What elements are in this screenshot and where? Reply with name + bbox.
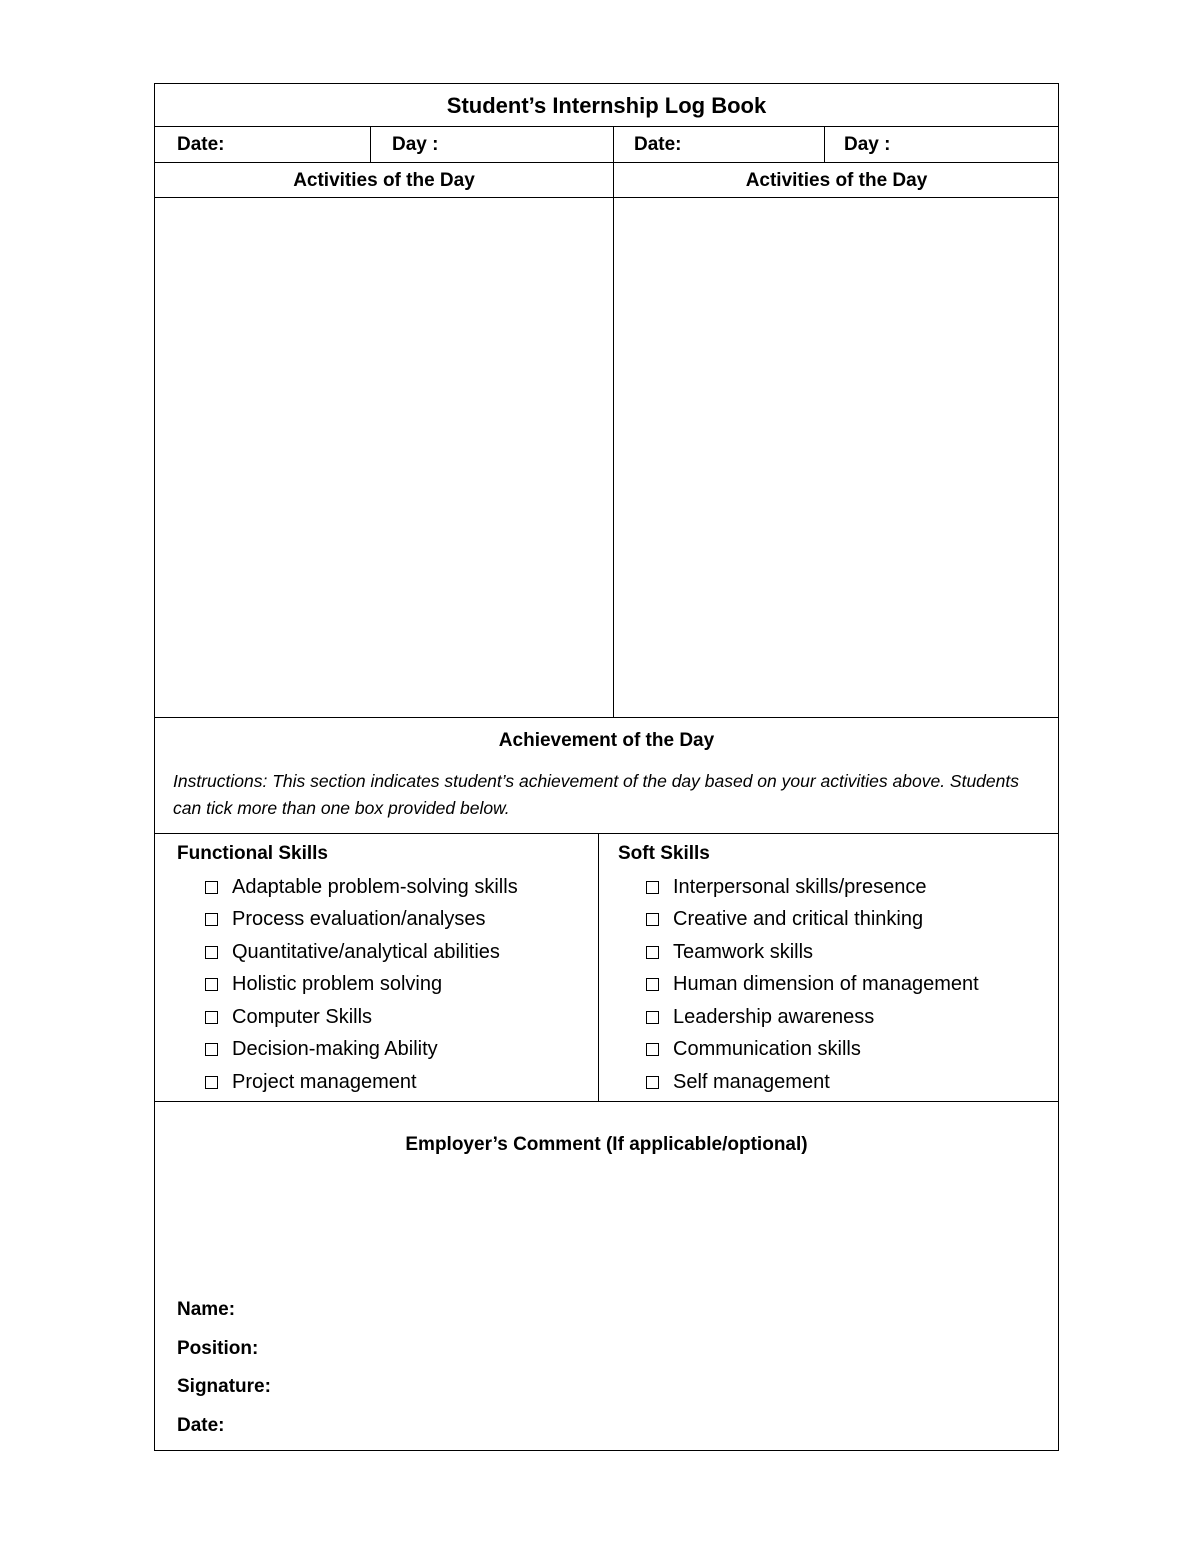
- date-right-label: Date:: [634, 134, 682, 155]
- skill-label: Teamwork skills: [673, 940, 814, 963]
- employer-section: [155, 1102, 1058, 1452]
- date-divider-3: [824, 127, 825, 162]
- soft-skills-header: Soft Skills: [618, 843, 710, 864]
- date-left-label: Date:: [177, 134, 225, 155]
- skill-item: [618, 871, 1038, 904]
- checkbox-icon[interactable]: [646, 1043, 659, 1056]
- skill-item: [618, 936, 1038, 969]
- checkbox-icon[interactable]: [646, 978, 659, 991]
- checkbox-icon[interactable]: [646, 881, 659, 894]
- achievement-instructions: Instructions: This section indicates student’s achievement of the day based on your activities above. Students can tick more than one box provided below.: [173, 771, 1019, 818]
- activities-left-area[interactable]: [155, 198, 613, 717]
- skill-item: [177, 871, 597, 904]
- activities-right-area[interactable]: [614, 198, 1059, 717]
- skill-item: [177, 1034, 597, 1067]
- soft-skills-list: [618, 871, 1038, 1099]
- activities-header-row: [155, 163, 1058, 198]
- checkbox-icon[interactable]: [205, 1043, 218, 1056]
- activities-left-header: Activities of the Day: [293, 170, 475, 191]
- skill-item: [618, 904, 1038, 937]
- functional-skills-header: Functional Skills: [177, 843, 328, 864]
- skill-label: Adaptable problem-solving skills: [232, 875, 518, 898]
- achievement-header: Achievement of the Day: [498, 730, 715, 751]
- skill-item: [177, 969, 597, 1002]
- date-row: [155, 127, 1058, 163]
- employer-date-label: Date:: [177, 1414, 225, 1436]
- employer-position-label: Position:: [177, 1337, 259, 1359]
- checkbox-icon[interactable]: [205, 978, 218, 991]
- checkbox-icon[interactable]: [205, 881, 218, 894]
- checkbox-icon[interactable]: [646, 1011, 659, 1024]
- skill-label: Decision-making Ability: [232, 1038, 438, 1061]
- skill-label: Holistic problem solving: [232, 973, 443, 996]
- checkbox-icon[interactable]: [646, 913, 659, 926]
- soft-skills-column: [618, 842, 1038, 1099]
- employer-fields: [177, 1298, 271, 1452]
- skill-label: Human dimension of management: [673, 973, 979, 996]
- checkbox-icon[interactable]: [205, 946, 218, 959]
- skill-label: Computer Skills: [232, 1005, 373, 1028]
- checkbox-icon[interactable]: [205, 1011, 218, 1024]
- functional-skills-column: [177, 842, 597, 1099]
- skill-label: Self management: [673, 1070, 830, 1093]
- checkbox-icon[interactable]: [646, 946, 659, 959]
- activities-body-row: [155, 198, 1058, 718]
- checkbox-icon[interactable]: [205, 1076, 218, 1089]
- skill-label: Creative and critical thinking: [673, 908, 924, 931]
- skill-label: Process evaluation/analyses: [232, 908, 486, 931]
- skill-item: [177, 904, 597, 937]
- skill-item: [618, 1034, 1038, 1067]
- date-divider-2: [613, 127, 614, 162]
- skill-item: [177, 1066, 597, 1099]
- checkbox-icon[interactable]: [205, 913, 218, 926]
- day-left-label: Day :: [392, 134, 439, 155]
- skill-label: Leadership awareness: [673, 1005, 875, 1028]
- achievement-section: [155, 718, 1058, 834]
- date-divider-1: [370, 127, 371, 162]
- checkbox-icon[interactable]: [646, 1076, 659, 1089]
- employer-comment-header: Employer’s Comment (If applicable/optional): [405, 1134, 808, 1155]
- employer-name-label: Name:: [177, 1299, 236, 1320]
- skill-label: Interpersonal skills/presence: [673, 875, 927, 898]
- functional-skills-list: [177, 871, 597, 1099]
- form-title: Student’s Internship Log Book: [155, 84, 1058, 127]
- employer-signature-label: Signature:: [177, 1376, 271, 1397]
- activities-right-header: Activities of the Day: [745, 170, 928, 191]
- skill-item: [618, 1001, 1038, 1034]
- skills-section: [155, 834, 1058, 1102]
- skills-divider: [598, 834, 599, 1101]
- skill-item: [618, 969, 1038, 1002]
- log-book-form: [154, 83, 1059, 1451]
- skill-item: [177, 936, 597, 969]
- skill-label: Project management: [232, 1070, 417, 1093]
- skill-label: Communication skills: [673, 1038, 861, 1061]
- skill-item: [177, 1001, 597, 1034]
- skill-label: Quantitative/analytical abilities: [232, 940, 500, 963]
- day-right-label: Day :: [844, 134, 891, 155]
- skill-item: [618, 1066, 1038, 1099]
